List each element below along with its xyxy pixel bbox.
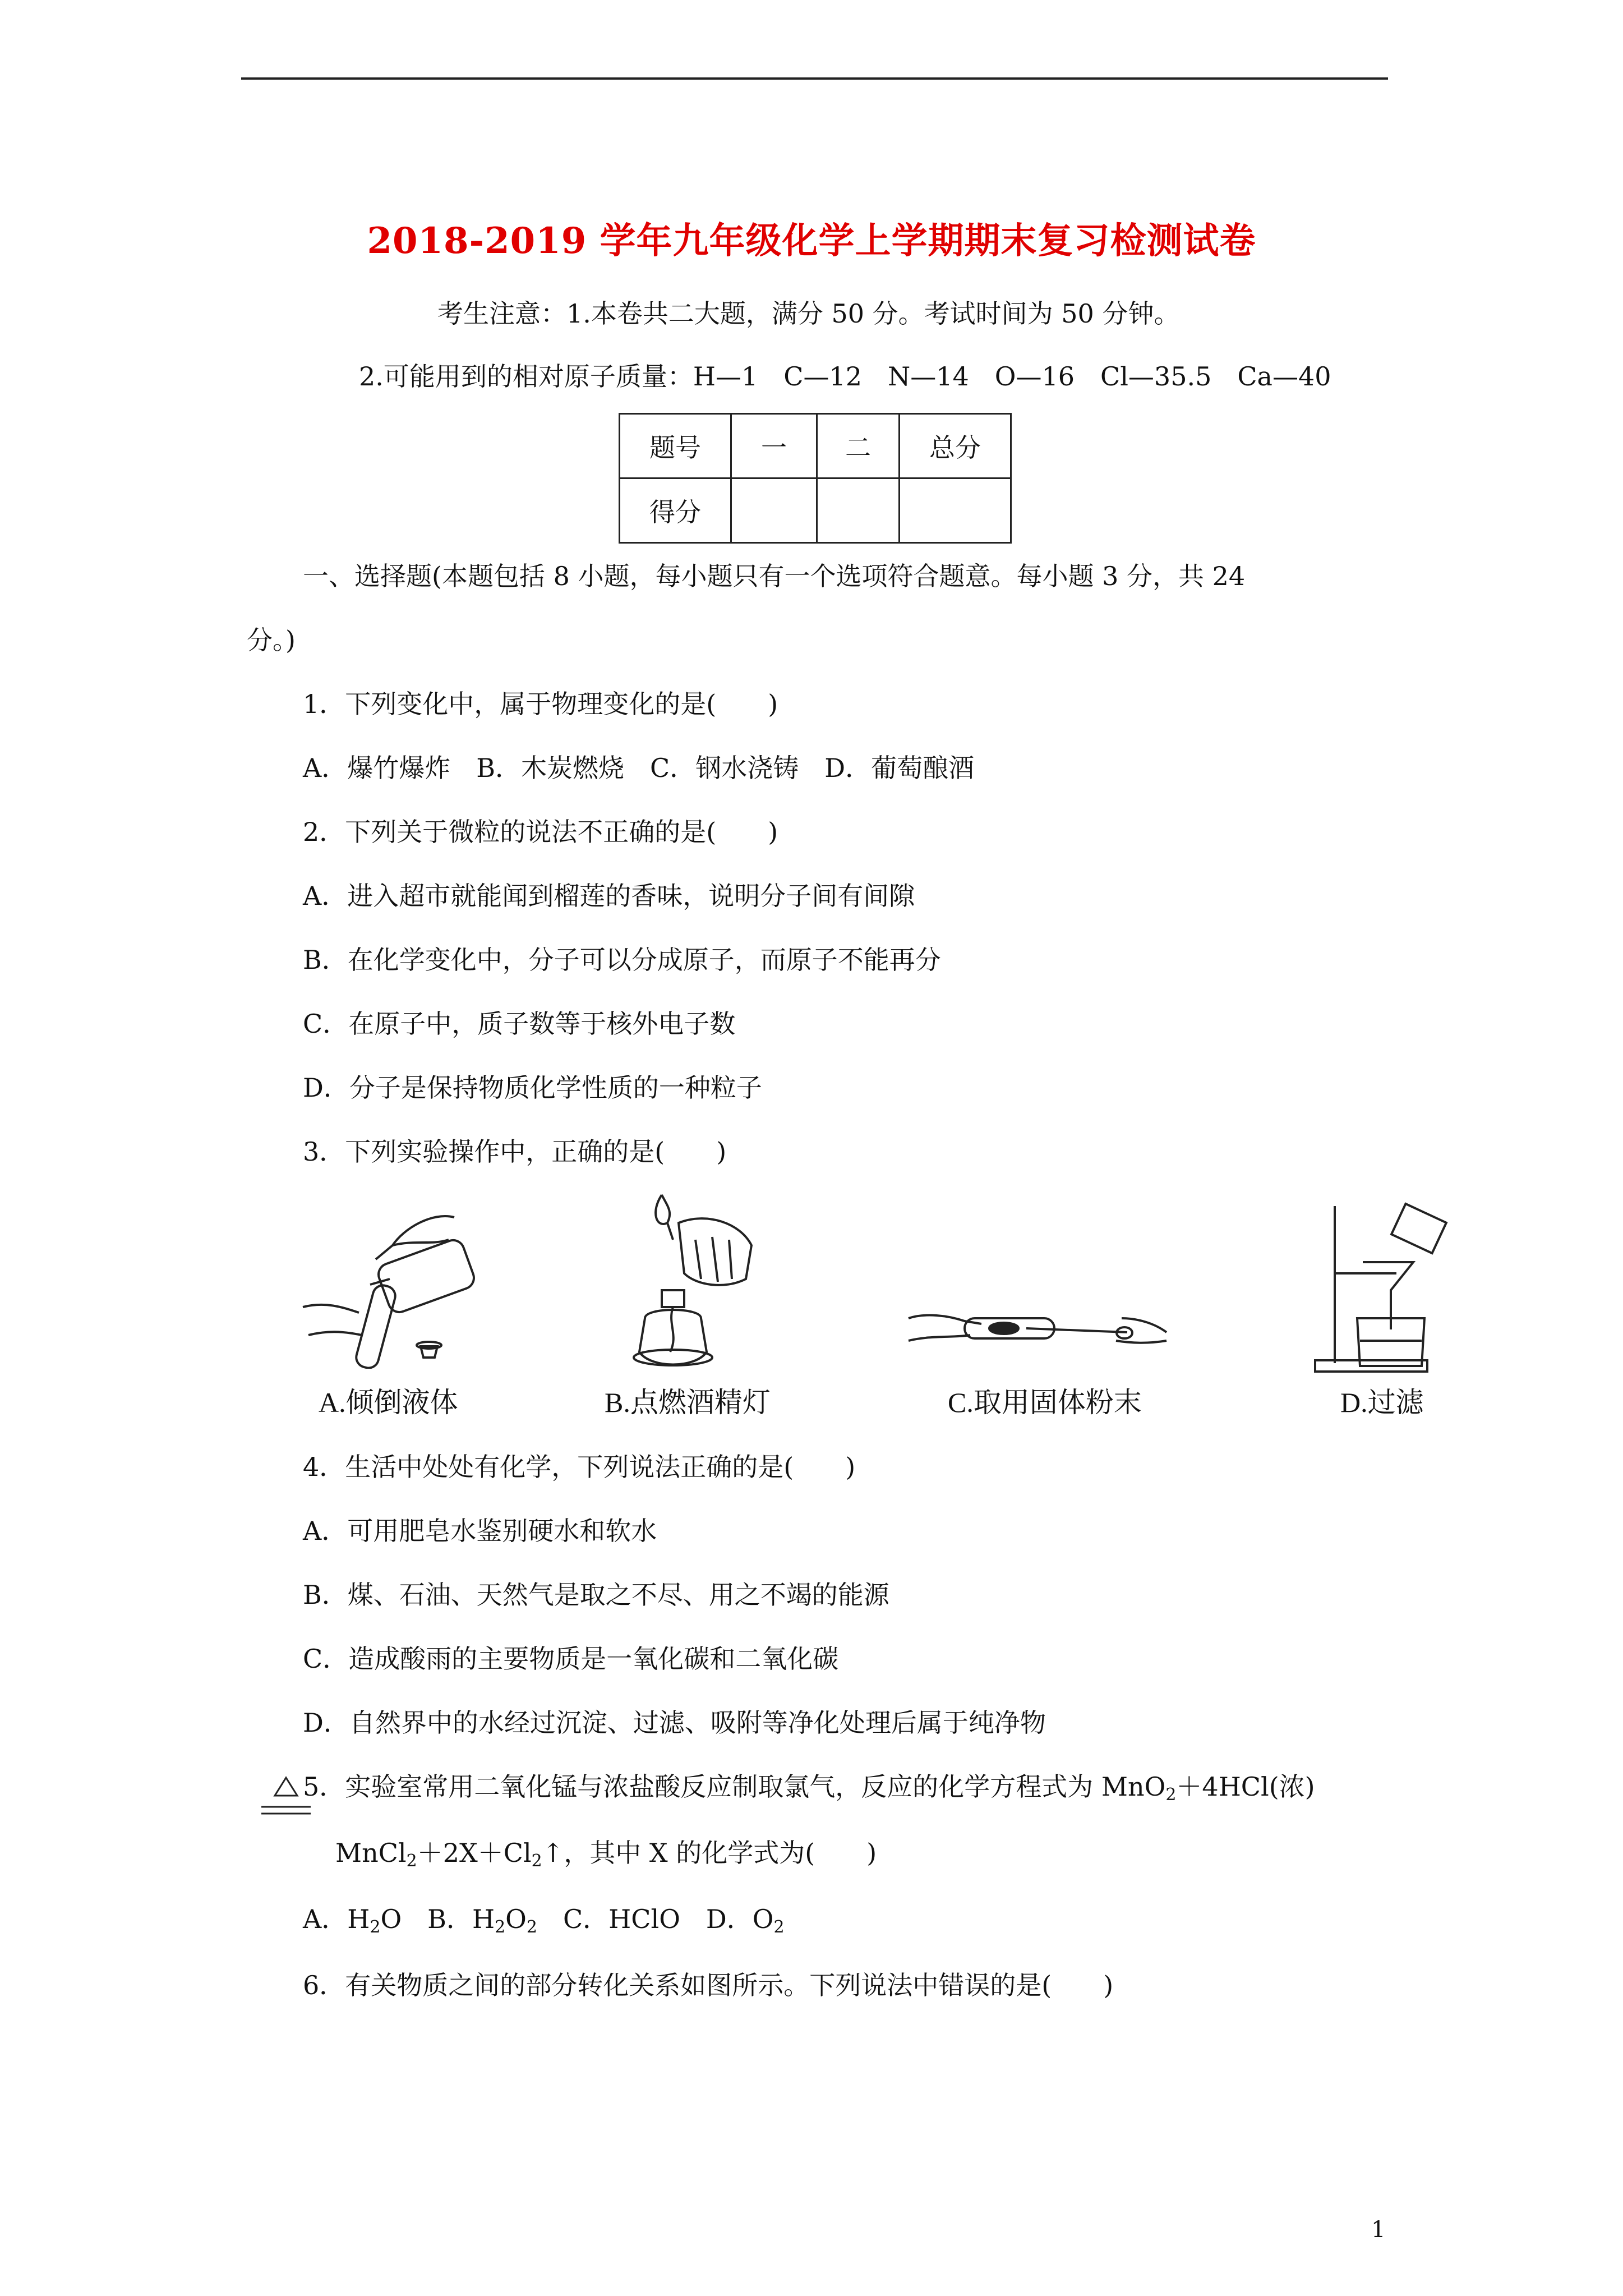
q5-subscript: 2 [370, 1917, 381, 1937]
q5-subscript: 2 [526, 1917, 537, 1937]
q5-option-text: O [505, 1904, 527, 1934]
page-number: 1 [1371, 2217, 1386, 2243]
note-line-1: 考生注意：1.本卷共二大题，满分 50 分。考试时间为 50 分钟。 [437, 298, 1180, 329]
section-heading-cont: 分。) [247, 625, 296, 655]
figure-caption-c: C.取用固体粉末 [948, 1387, 1142, 1418]
q5-subscript: 2 [773, 1917, 785, 1937]
score-input-cell[interactable] [817, 478, 900, 543]
score-cell: 得分 [620, 478, 731, 543]
score-table-score-row [620, 478, 1011, 543]
question-4-option-c: C．造成酸雨的主要物质是一氧化碳和二氧化碳 [303, 1644, 839, 1674]
page-title: 2018-2019 学年九年级化学上学期期末复习检测试卷 [367, 220, 1256, 262]
question-2-option-d: D．分子是保持物质化学性质的一种粒子 [303, 1073, 762, 1103]
solid-powder-illustration [903, 1301, 1172, 1369]
pouring-liquid-illustration [292, 1206, 516, 1369]
score-cell: 题号 [620, 414, 731, 478]
figure-caption-d: D.过滤 [1340, 1387, 1424, 1418]
figure-caption-b: B.点燃酒精灯 [605, 1387, 771, 1418]
q5-subscript: 2 [531, 1851, 542, 1871]
section-heading: 一、选择题(本题包括 8 小题，每小题只有一个选项符合题意。每小题 3 分，共 24 [303, 561, 1246, 591]
score-cell: 总分 [900, 414, 1011, 478]
score-table-header-row [620, 414, 1011, 478]
q5-text: 5．实验室常用二氧化锰与浓盐酸反应制取氯气，反应的化学方程式为 MnO [303, 1772, 1166, 1802]
q5-text: ＋2X＋Cl [417, 1838, 532, 1868]
header-rule [241, 77, 1388, 80]
q5-option-text: O B．H [380, 1904, 495, 1934]
alcohol-lamp-illustration [594, 1189, 780, 1380]
q5-text: ↑，其中 X 的化学式为( ) [542, 1838, 877, 1868]
question-5-options [303, 1904, 785, 1937]
score-input-cell[interactable] [900, 478, 1011, 543]
score-cell: 一 [731, 414, 817, 478]
question-3-stem: 3．下列实验操作中，正确的是( ) [303, 1137, 727, 1167]
question-4-option-d: D．自然界中的水经过沉淀、过滤、吸附等净化处理后属于纯净物 [303, 1708, 1046, 1738]
question-1-stem: 1．下列变化中，属于物理变化的是( ) [303, 689, 778, 719]
score-table [619, 413, 1012, 544]
question-4-stem: 4．生活中处处有化学，下列说法正确的是( ) [303, 1452, 856, 1482]
score-input-cell[interactable] [731, 478, 817, 543]
q5-option-text: C．HClO D．O [537, 1904, 774, 1934]
question-1-options: A．爆竹爆炸 B．木炭燃烧 C．钢水浇铸 D．葡萄酿酒 [303, 753, 975, 783]
q5-option-text: A．H [303, 1904, 370, 1934]
question-5-stem-line-2 [335, 1838, 877, 1871]
question-2-option-b: B．在化学变化中，分子可以分成原子，而原子不能再分 [303, 945, 941, 975]
question-6-stem: 6．有关物质之间的部分转化关系如图所示。下列说法中错误的是( ) [303, 1970, 1114, 2000]
question-5-stem-line-1 [303, 1772, 1315, 1805]
q5-subscript: 2 [1165, 1785, 1177, 1805]
q5-subscript: 2 [406, 1851, 417, 1871]
question-2-stem: 2．下列关于微粒的说法不正确的是( ) [303, 817, 778, 847]
question-4-option-a: A．可用肥皂水鉴别硬水和软水 [303, 1516, 657, 1546]
score-cell: 二 [817, 414, 900, 478]
question-2-option-a: A．进入超市就能闻到榴莲的香味，说明分子间有间隙 [303, 881, 915, 911]
question-4-option-b: B．煤、石油、天然气是取之不尽、用之不竭的能源 [303, 1580, 889, 1610]
note-line-2: 2.可能用到的相对原子质量：H—1 C—12 N—14 O—16 Cl—35.5 Ca—40 [359, 361, 1331, 392]
q5-text: ＋4HCl(浓) [1176, 1772, 1315, 1802]
question-2-option-c: C．在原子中，质子数等于核外电子数 [303, 1009, 736, 1039]
filtration-illustration [1312, 1200, 1458, 1374]
q5-text: MnCl [335, 1838, 407, 1868]
heating-condition-icon [259, 1775, 313, 1819]
q5-subscript: 2 [495, 1917, 506, 1937]
figure-caption-a: A.倾倒液体 [319, 1387, 458, 1418]
